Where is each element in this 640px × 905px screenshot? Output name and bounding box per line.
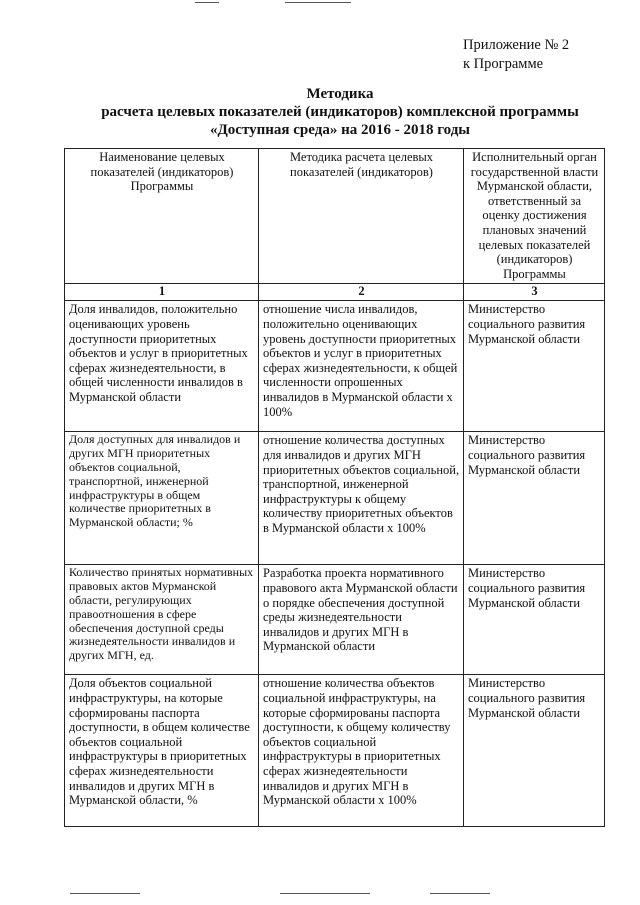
scan-artifact-line bbox=[430, 893, 490, 894]
header-method: Методика расчета целевых показателей (индикаторов) bbox=[259, 149, 464, 284]
scan-artifact-line bbox=[285, 2, 351, 3]
scan-artifact-line bbox=[70, 893, 140, 894]
appendix-line-1: Приложение № 2 bbox=[463, 37, 570, 53]
authority-cell: Министерство социального развития Мурманской области bbox=[464, 675, 605, 827]
indicator-cell: Доля инвалидов, положительно оценивающих уровень доступности приоритетных объектов и услуг в приоритетных сферах жизнедеятельности, в общей численности инвалидов в Мурманской области bbox=[65, 301, 259, 432]
table-row bbox=[65, 565, 605, 675]
table-header-row bbox=[65, 149, 605, 284]
scan-artifact-line bbox=[280, 893, 370, 894]
document-title bbox=[60, 85, 620, 139]
appendix-line-2: к Программе bbox=[463, 56, 544, 72]
title-line-2: расчета целевых показателей (индикаторов) комплексной программы bbox=[101, 104, 579, 120]
column-number: 1 bbox=[65, 284, 259, 301]
table-row bbox=[65, 432, 605, 565]
scan-artifact-line bbox=[195, 2, 219, 3]
method-cell: отношение количества доступных для инвалидов и других МГН приоритетных объектов социальной, транспортной, инженерной инфраструктуры к общему количеству приоритетных объектов в Мурманской области х 100% bbox=[259, 432, 464, 565]
indicator-cell: Доля доступных для инвалидов и других МГН приоритетных объектов социальной, транспортной, инженерной инфраструктуры в общем количестве приоритетных в Мурманской области; % bbox=[65, 432, 259, 565]
column-number: 3 bbox=[464, 284, 605, 301]
method-cell: Разработка проекта нормативного правового акта Мурманской области о порядке обеспечения доступной среды жизнедеятельности инвалидов и других МГН в Мурманской области bbox=[259, 565, 464, 675]
indicators-table bbox=[64, 148, 605, 827]
title-line-3: «Доступная среда» на 2016 - 2018 годы bbox=[209, 122, 471, 138]
appendix-note bbox=[463, 36, 569, 74]
authority-cell: Министерство социального развития Мурманской области bbox=[464, 565, 605, 675]
authority-cell: Министерство социального развития Мурманской области bbox=[464, 301, 605, 432]
column-number-row bbox=[65, 284, 605, 301]
header-authority: Исполнительный орган государственной власти Мурманской области, ответственный за оценку достижения плановых значений целевых показателей (индикаторов) Программы bbox=[464, 149, 605, 284]
indicator-cell: Количество принятых нормативных правовых актов Мурманской области, регулирующих правоотношения в сфере обеспечения доступной среды жизнедеятельности инвалидов и других МГН, ед. bbox=[65, 565, 259, 675]
table-row bbox=[65, 675, 605, 827]
header-indicator: Наименование целевых показателей (индикаторов) Программы bbox=[65, 149, 259, 284]
column-number: 2 bbox=[259, 284, 464, 301]
authority-cell: Министерство социального развития Мурманской области bbox=[464, 432, 605, 565]
method-cell: отношение числа инвалидов, положительно оценивающих уровень доступности приоритетных объектов и услуг в приоритетных сферах жизнедеятельности, к общей численности опрошенных инвалидов в Мурманской области х 100% bbox=[259, 301, 464, 432]
table-row bbox=[65, 301, 605, 432]
indicator-cell: Доля объектов социальной инфраструктуры, на которые сформированы паспорта доступности, в общем количестве объектов социальной инфраструктуры в приоритетных сферах жизнедеятельности инвалидов и других МГН в Мурманской области, % bbox=[65, 675, 259, 827]
title-line-1: Методика bbox=[306, 86, 374, 102]
method-cell: отношение количества объектов социальной инфраструктуры, на которые сформированы паспорта доступности, к общему количеству объектов социальной инфраструктуры в приоритетных сферах жизнедеятельности инвалидов и других МГН в Мурманской области х 100% bbox=[259, 675, 464, 827]
